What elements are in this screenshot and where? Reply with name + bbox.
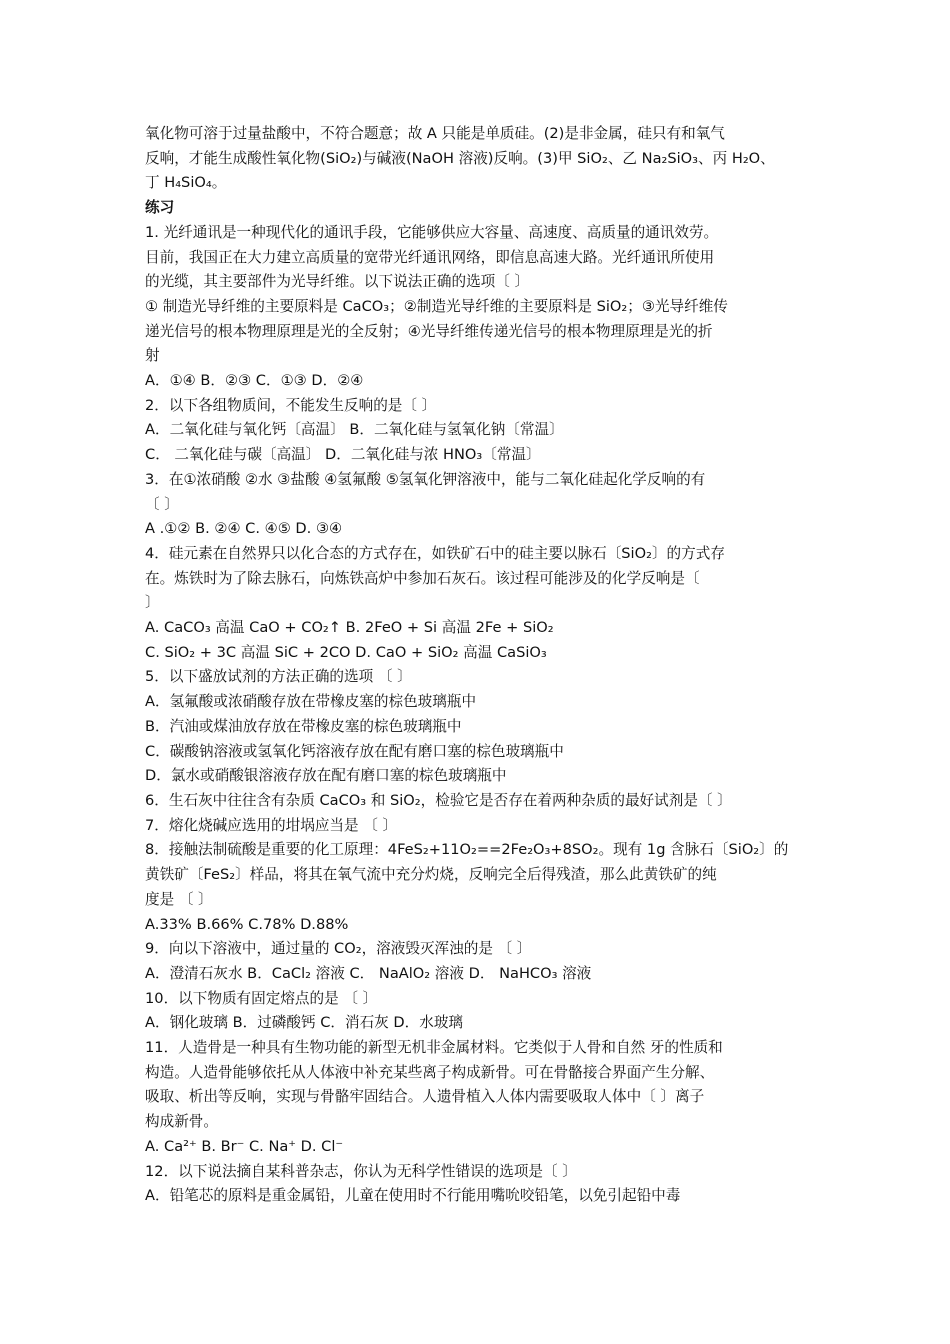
text-line: 构造。人造骨能够依托从人体液中补充某些离子构成新骨。可在骨骼接合界面产生分解、 — [145, 1063, 715, 1081]
text-line: 〔 〕 — [145, 495, 179, 513]
option-line: A .①② B. ②④ C. ④⑤ D. ③④ — [145, 520, 343, 538]
option-line: C． 二氧化硅与碳〔高温〕 D．二氧化硅与浓 HNO₃〔常温〕 — [145, 446, 541, 464]
option-line: C．碳酸钠溶液或氢氧化钙溶液存放在配有磨口塞的棕色玻璃瓶中 — [145, 742, 564, 760]
text-line: 度是 〔 〕 — [145, 890, 213, 908]
equation-line: C. SiO₂ + 3C 高温 SiC + 2CO D. CaO + SiO₂ 高温 CaSiO₃ — [145, 643, 547, 661]
question-line: 5．以下盛放试剂的方法正确的选项 〔 〕 — [145, 668, 412, 686]
text-line: 构成新骨。 — [145, 1113, 218, 1131]
question-line: 8．接触法制硫酸是重要的化工原理：4FeS₂+11O₂==2Fe₂O₃+8SO₂。现有 1g 含脉石〔SiO₂〕的 — [145, 841, 789, 859]
document-body — [145, 122, 810, 1209]
question-line: 6．生石灰中往往含有杂质 CaCO₃ 和 SiO₂，检验它是否存在着两种杂质的最好试剂是〔 〕 — [145, 791, 732, 809]
text-line: 1. 光纤通讯是一种现代化的通讯手段，它能够供应大容量、高速度、高质量的通讯效劳。 — [145, 223, 719, 241]
question-line: 9．向以下溶液中，通过量的 CO₂，溶液毁灭浑浊的是 〔 〕 — [145, 940, 532, 958]
option-line: A．①④ B．②③ C．①③ D．②④ — [145, 372, 364, 390]
text-line: 的光缆，其主要部件为光导纤维。以下说法正确的选项〔 〕 — [145, 273, 530, 291]
question-line: 3．在①浓硝酸 ②水 ③盐酸 ④氢氟酸 ⑤氢氧化钾溶液中，能与二氧化硅起化学反响的有 — [145, 470, 706, 488]
question-line: 2．以下各组物质间，不能发生反响的是〔 〕 — [145, 396, 437, 414]
option-line: A．澄清石灰水 B．CaCl₂ 溶液 C． NaAlO₂ 溶液 D． NaHCO₃ 溶液 — [145, 964, 592, 982]
text-line: 射 — [145, 347, 160, 365]
answer-line: 反响，才能生成酸性氧化物(SiO₂)与碱液(NaOH 溶液)反响。(3)甲 SiO₂、乙 Na₂SiO₃、丙 H₂O、 — [145, 149, 775, 167]
question-line: 10．以下物质有固定熔点的是 〔 〕 — [145, 989, 378, 1007]
option-line: A. Ca²⁺ B. Br⁻ C. Na⁺ D. Cl⁻ — [145, 1137, 344, 1155]
option-line: A．钢化玻璃 B．过磷酸钙 C．消石灰 D．水玻璃 — [145, 1014, 464, 1032]
text-line: 目前，我国正在大力建立高质量的宽带光纤通讯网络，即信息高速大路。光纤通讯所使用 — [145, 248, 715, 266]
equation-line: A. CaCO₃ 高温 CaO + CO₂↑ B. 2FeO + Si 高温 2Fe + SiO₂ — [145, 619, 554, 637]
question-line: 7．熔化烧碱应选用的坩埚应当是 〔 〕 — [145, 816, 398, 834]
section-title: 练习 — [145, 199, 175, 217]
text-line: ① 制造光导纤维的主要原料是 CaCO₃；②制造光导纤维的主要原料是 SiO₂；③光导纤维传 — [145, 297, 728, 315]
text-line: 〕 — [145, 594, 160, 612]
text-line: 递光信号的根本物理原理是光的全反射；④光导纤维传递光信号的根本物理原理是光的折 — [145, 322, 713, 340]
option-line: A．氢氟酸或浓硝酸存放在带橡皮塞的棕色玻璃瓶中 — [145, 693, 477, 711]
text-line: 黄铁矿〔FeS₂〕样品，将其在氧气流中充分灼烧，反响完全后得残渣，那么此黄铁矿的纯 — [145, 866, 717, 884]
option-line: B．汽油或煤油放存放在带橡皮塞的棕色玻璃瓶中 — [145, 717, 462, 735]
question-line: 12．以下说法摘自某科普杂志，你认为无科学性错误的选项是〔 〕 — [145, 1162, 577, 1180]
text-line: 吸取、析出等反响，实现与骨骼牢固结合。人遗骨植入人体内需要吸取人体中〔 〕离子 — [145, 1088, 705, 1106]
option-line: A．铅笔芯的原料是重金属铅，儿童在使用时不行能用嘴吮咬铅笔，以免引起铅中毒 — [145, 1187, 681, 1205]
answer-line: 丁 H₄SiO₄。 — [145, 174, 227, 192]
option-line: A．二氧化硅与氧化钙〔高温〕 B．二氧化硅与氢氧化钠〔常温〕 — [145, 421, 564, 439]
text-line: 在。炼铁时为了除去脉石，向炼铁高炉中参加石灰石。该过程可能涉及的化学反响是〔 — [145, 569, 700, 587]
option-line: D．氯水或硝酸银溶液存放在配有磨口塞的棕色玻璃瓶中 — [145, 767, 507, 785]
answer-line: 氧化物可溶于过量盐酸中，不符合题意；故 A 只能是单质硅。(2)是非金属，硅只有和氧气 — [145, 125, 725, 142]
question-line: 11．人造骨是一种具有生物功能的新型无机非金属材料。它类似于人骨和自然 牙的性质和 — [145, 1039, 723, 1057]
question-line: 4．硅元素在自然界只以化合态的方式存在，如铁矿石中的硅主要以脉石〔SiO₂〕的方式存 — [145, 544, 725, 562]
option-line: A.33% B.66% C.78% D.88% — [145, 915, 349, 933]
